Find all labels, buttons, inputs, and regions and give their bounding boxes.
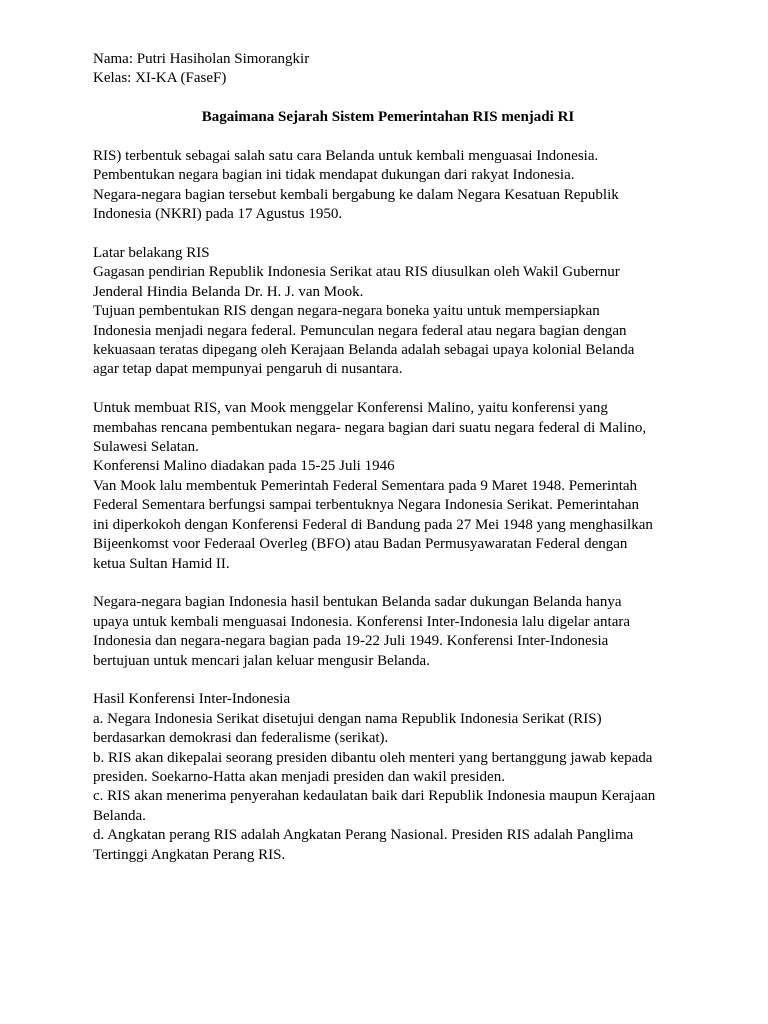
- student-class-line: Kelas: XI-KA (FaseF): [93, 70, 227, 87]
- spacer: [93, 671, 693, 690]
- paragraph-line: b. RIS akan dikepalai seorang presiden dibantu oleh menteri yang bertanggung jawab kepada: [93, 749, 653, 766]
- paragraph-line: Konferensi Malino diadakan pada 15-25 Juli 1946: [93, 458, 395, 475]
- paragraph-line: Negara-negara bagian Indonesia hasil bentukan Belanda sadar dukungan Belanda hanya: [93, 594, 622, 611]
- paragraph-line: d. Angkatan perang RIS adalah Angkatan Perang Nasional. Presiden RIS adalah Panglima: [93, 827, 634, 844]
- paragraph-line: kekuasaan teratas dipegang oleh Kerajaan Belanda adalah sebagai upaya kolonial Belanda: [93, 342, 635, 359]
- paragraph-line: Indonesia (NKRI) pada 17 Agustus 1950.: [93, 206, 343, 223]
- paragraph-line: Bijeenkomst voor Federaal Overleg (BFO) atau Badan Permusyawaratan Federal dengan: [93, 536, 628, 553]
- paragraph-line: Untuk membuat RIS, van Mook menggelar Konferensi Malino, yaitu konferensi yang: [93, 400, 608, 417]
- paragraph-line: membahas rencana pembentukan negara- negara bagian dari suatu negara federal di Malino,: [93, 419, 647, 436]
- paragraph-line: a. Negara Indonesia Serikat disetujui dengan nama Republik Indonesia Serikat (RIS): [93, 710, 602, 727]
- spacer: [93, 128, 693, 147]
- paragraph-inter-indonesia: [93, 593, 693, 671]
- paragraph-line: Negara-negara bagian tersebut kembali bergabung ke dalam Negara Kesatuan Republik: [93, 186, 619, 203]
- paragraph-background: [93, 244, 693, 380]
- paragraph-line: RIS) terbentuk sebagai salah satu cara Belanda untuk kembali menguasai Indonesia.: [93, 148, 599, 164]
- paragraph-line: berdasarkan demokrasi dan federalisme (serikat).: [93, 730, 389, 747]
- paragraph-line: Belanda.: [93, 807, 146, 824]
- student-name-line: Nama: Putri Hasiholan Simorangkir: [93, 51, 310, 67]
- paragraph-results: [93, 690, 693, 865]
- document-content: [93, 50, 693, 865]
- paragraph-line: ketua Sultan Hamid II.: [93, 555, 230, 572]
- paragraph-line: Jenderal Hindia Belanda Dr. H. J. van Mook.: [93, 283, 364, 300]
- paragraph-line: ini diperkokoh dengan Konferensi Federal di Bandung pada 27 Mei 1948 yang menghasilkan: [93, 516, 653, 533]
- spacer: [93, 225, 693, 244]
- paragraph-line: Tujuan pembentukan RIS dengan negara-negara boneka yaitu untuk mempersiapkan: [93, 303, 600, 320]
- paragraph-line: Van Mook lalu membentuk Pemerintah Federal Sementara pada 9 Maret 1948. Pemerintah: [93, 477, 638, 494]
- paragraph-line: bertujuan untuk mencari jalan keluar mengusir Belanda.: [93, 652, 430, 669]
- paragraph-line: Tertinggi Angkatan Perang RIS.: [93, 846, 286, 863]
- paragraph-line: Federal Sementara berfungsi sampai terbentuknya Negara Indonesia Serikat. Pemerintahan: [93, 497, 640, 514]
- paragraph-line: Gagasan pendirian Republik Indonesia Serikat atau RIS diusulkan oleh Wakil Gubernur: [93, 264, 620, 281]
- paragraph-line: agar tetap dapat mempunyai pengaruh di nusantara.: [93, 361, 403, 378]
- document-title: Bagaimana Sejarah Sistem Pemerintahan RIS menjadi RI: [201, 109, 575, 126]
- paragraph-line: Hasil Konferensi Inter-Indonesia: [93, 691, 291, 708]
- spacer: [93, 89, 693, 108]
- paragraph-line: Pembentukan negara bagian ini tidak mendapat dukungan dari rakyat Indonesia.: [93, 167, 575, 184]
- paragraph-line: presiden. Soekarno-Hatta akan menjadi presiden dan wakil presiden.: [93, 768, 505, 785]
- spacer: [93, 574, 693, 593]
- paragraph-line: Latar belakang RIS: [93, 245, 210, 262]
- paragraph-intro: [93, 147, 693, 225]
- paragraph-line: upaya untuk kembali menguasai Indonesia. Konferensi Inter-Indonesia lalu digelar antara: [93, 613, 631, 630]
- paragraph-malino: [93, 399, 693, 574]
- paragraph-line: Sulawesi Selatan.: [93, 439, 199, 456]
- paragraph-line: c. RIS akan menerima penyerahan kedaulatan baik dari Republik Indonesia maupun Kerajaan: [93, 788, 656, 805]
- paragraph-line: Indonesia menjadi negara federal. Pemunculan negara federal atau negara bagian dengan: [93, 322, 627, 339]
- paragraph-line: Indonesia dan negara-negara bagian pada 19-22 Juli 1949. Konferensi Inter-Indonesia: [93, 633, 609, 650]
- spacer: [93, 380, 693, 399]
